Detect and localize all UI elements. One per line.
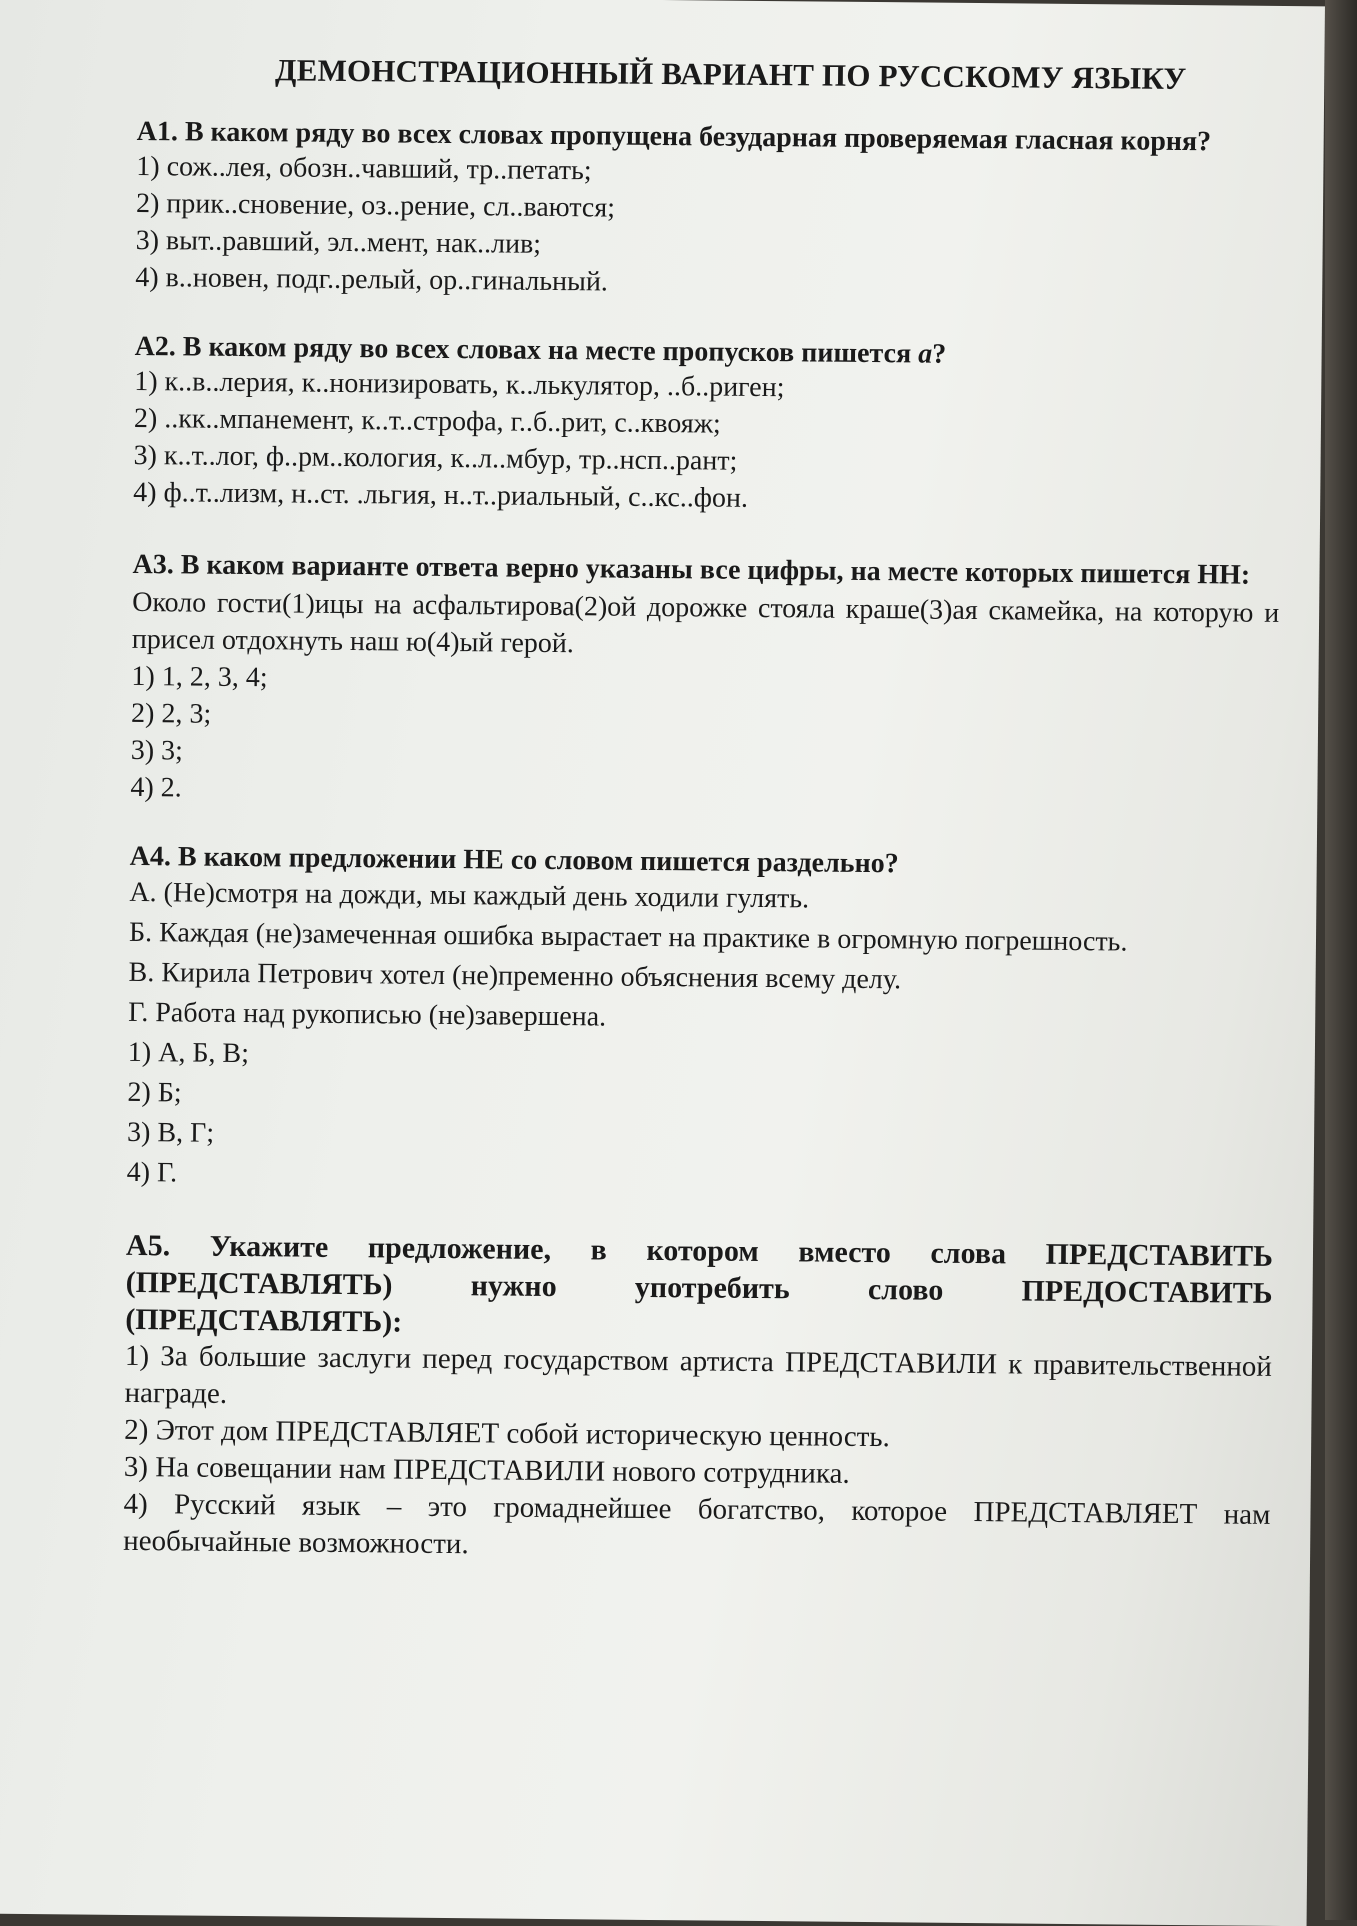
question-a2-option-3: 3) к..т..лог, ф..рм..кология, к..л..мбур, тр..нсп..рант; — [133, 439, 738, 477]
question-a4-option-4: 4) Г. — [126, 1156, 178, 1189]
question-a3-sentence: Около гости(1)ицы на асфальтирова(2)ой дорожке стояла краше(3)ая скамейка, на которую и присел отдохнуть наш ю(4)ый герой. — [131, 586, 1280, 660]
table-background — [1325, 0, 1357, 1920]
question-a3-option-4: 4) 2. — [130, 771, 182, 804]
question-a4-sentence-b: Б. Каждая (не)замеченная ошибка вырастает на практике в огромную погрешность. — [128, 916, 1128, 958]
question-a1-option-1: 1) сож..лея, обозн..чавший, тр..петать; — [136, 150, 592, 187]
question-a2-option-1: 1) к..в..лерия, к..нонизировать, к..лькулятор, ..б..риген; — [134, 365, 785, 404]
page-title: ДЕМОНСТРАЦИОННЫЙ ВАРИАНТ ПО РУССКОМУ ЯЗЫКУ — [274, 52, 1187, 97]
question-a2-suffix: ? — [932, 338, 947, 370]
question-a3 — [130, 545, 1279, 817]
question-a1-option-4: 4) в..новен, подг..релый, ор..гинальный. — [135, 261, 609, 298]
question-a5-option-2: 2) Этот дом ПРЕДСТАВЛЯЕТ собой историческую ценность. — [124, 1413, 891, 1454]
question-a4-text: А4. В каком предложении НЕ со словом пишется раздельно? — [129, 840, 899, 880]
question-a2-prefix: А2. В каком ряду во всех словах на месте пропусков пишется — [134, 330, 919, 370]
question-a2 — [133, 330, 1282, 522]
question-a4 — [127, 840, 1277, 1204]
question-a1-text: А1. В каком ряду во всех словах пропущена безударная проверяемая гласная корня? — [136, 115, 1212, 158]
question-a5-option-4: 4) Русский язык – это громаднейшее богатство, которое ПРЕДСТАВЛЯЕТ нам необычайные возможности. — [123, 1487, 1271, 1561]
question-a5-text: А5. Укажите предложение, в котором вместо слова ПРЕДСТАВИТЬ (ПРЕДСТАВЛЯТЬ) нужно употребить слово ПРЕДОСТАВИТЬ (ПРЕДСТАВЛЯТЬ): — [125, 1228, 1274, 1339]
question-a1-option-2: 2) прик..сновение, оз..рение, сл..ваются; — [135, 187, 616, 224]
question-a3-option-2: 2) 2, 3; — [130, 697, 212, 730]
question-a5-option-3: 3) На совещании нам ПРЕДСТАВИЛИ нового сотрудника. — [123, 1450, 850, 1490]
question-a5-option-1: 1) За большие заслуги перед государством артиста ПРЕДСТАВИЛИ к правительственной награде. — [124, 1339, 1273, 1410]
question-a4-option-1: 1) А, Б, В; — [127, 1036, 250, 1070]
question-a2-letter: а — [918, 338, 933, 370]
question-a3-text: А3. В каком варианте ответа верно указаны все цифры, на месте которых пишется НН: — [132, 548, 1251, 591]
question-a1-option-3: 3) выт..равший, эл..мент, нак..лив; — [135, 224, 542, 260]
question-a2-option-2: 2) ..кк..мпанемент, к..т..строфа, г..б..рит, с..квояж; — [133, 402, 721, 440]
question-a1 — [135, 115, 1284, 307]
question-a4-option-2: 2) Б; — [127, 1076, 182, 1109]
question-a4-sentence-g: Г. Работа над рукописью (не)завершена. — [128, 996, 607, 1033]
question-a3-option-1: 1) 1, 2, 3, 4; — [131, 660, 268, 694]
question-a4-sentence-v: В. Кирила Петрович хотел (не)пременно объяснения всему делу. — [128, 956, 902, 996]
question-a4-option-3: 3) В, Г; — [126, 1116, 215, 1149]
question-a2-option-4: 4) ф..т..лизм, н..ст. .льгия, н..т..риальный, с..кс..фон. — [133, 476, 749, 514]
question-a4-sentence-a: А. (Не)смотря на дожди, мы каждый день ходили гулять. — [129, 876, 810, 915]
question-a5 — [123, 1227, 1273, 1571]
question-a3-option-3: 3) 3; — [130, 734, 184, 767]
